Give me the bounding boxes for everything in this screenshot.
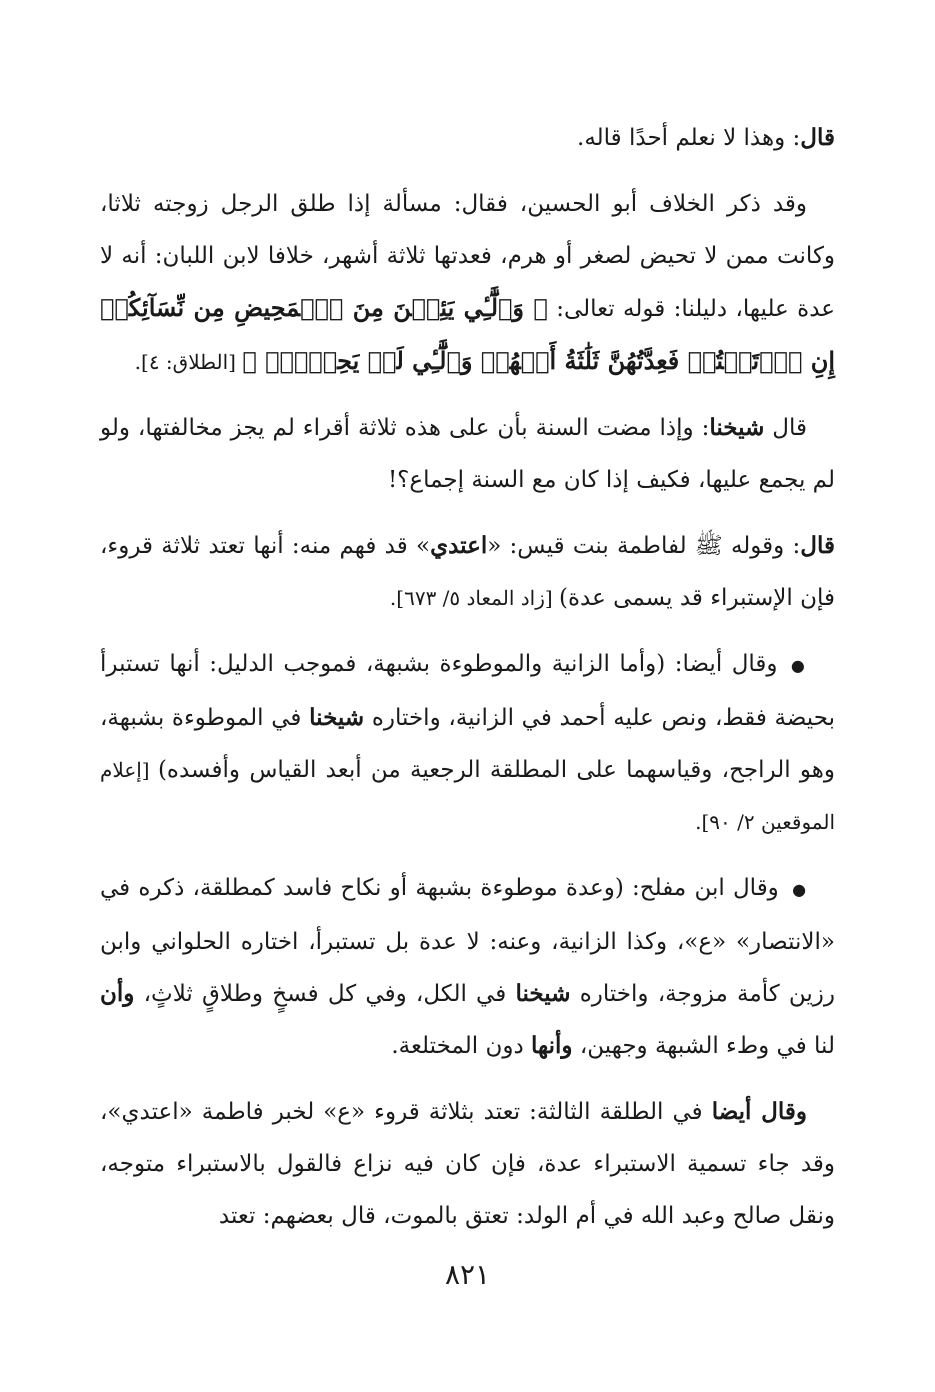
paragraph-4-lead: قال: [800, 532, 836, 559]
paragraph-7-text: في الطلقة الثالثة: تعتد بثلاثة قروء «ع» لخبر فاطمة «اعتدي»، وقد جاء تسمية الاستبراء عدة، فإن كان فيه نزاع فالقول بالاستبراء متوجه، ونقل صالح وعبد الله في أم الولد: تعتق بالموت، قال بعضهم: تعتد: [100, 1099, 835, 1229]
bullet-icon: ●: [790, 656, 807, 675]
paragraph-6-bold3: وأنها: [531, 1032, 573, 1059]
paragraph-4-text1: : وقوله ﷺ لفاطمة بنت قيس: «: [487, 533, 801, 559]
paragraph-7-bold: وقال أيضا: [711, 1098, 807, 1125]
quran-verse: ﴿ وَٱلَّٰٓـِٔي يَئِسۡنَ مِنَ ٱلۡمَحِيضِ مِن نِّسَآئِكُمۡ إِنِ ٱرۡتَبۡتُمۡ فَعِدَّتُهُنَّ ثَلَٰثَةُ أَشۡهُرٖ وَٱلَّٰٓـِٔي لَمۡ يَحِضۡنَۚ ﴾: [100, 293, 835, 375]
bullet-icon: ●: [792, 880, 807, 899]
paragraph-3: [100, 402, 835, 506]
paragraph-6-bold1: شيخنا: [515, 980, 571, 1007]
paragraph-6-text2: في الكل، وفي كل فسخٍ وطلاقٍ ثلاثٍ،: [134, 981, 516, 1007]
paragraph-6-text3: لنا في وطء الشبهة وجهين،: [572, 1033, 835, 1059]
paragraph-7: [100, 1086, 835, 1242]
paragraph-3-pre: قال: [764, 415, 807, 441]
paragraph-1-text: : وهذا لا نعلم أحدًا قاله.: [577, 125, 801, 151]
paragraph-3-bold: شيخنا: [709, 414, 765, 441]
paragraph-6-bold2: وأن: [100, 980, 135, 1007]
paragraph-4-bold: اعتدي: [430, 532, 488, 559]
quran-reference: [الطلاق: ٤].: [134, 350, 243, 374]
paragraph-2: [100, 178, 835, 388]
page-number: ٨٢١: [444, 1258, 491, 1291]
paragraph-3-text: : وإذا مضت السنة بأن على هذه ثلاثة أقراء لم يجز مخالفتها، ولو لم يجمع عليها، فكيف إذا كان مع السنة إجماع؟!: [100, 415, 835, 493]
paragraph-5-text2: في الموطوءة بشبهة، وهو الراجح، وقياسهما على المطلقة الرجعية من أبعد القياس وأفسده): [100, 705, 835, 783]
paragraph-5-reference: [إعلام الموقعين ٢/ ٩٠].: [100, 758, 835, 834]
paragraph-4-reference: [زاد المعاد ٥/ ٦٧٣].: [389, 586, 560, 610]
paragraph-2-text: وقد ذكر الخلاف أبو الحسين، فقال: مسألة إذا طلق الرجل زوجته ثلاثا، وكانت ممن لا تحيض لصغر أو هرم، فعدتها ثلاثة أشهر، خلافا لابن اللبان: أنه لا عدة عليها، دليلنا: قوله تعالى:: [100, 191, 835, 322]
paragraph-5-bold: شيخنا: [309, 704, 365, 731]
paragraph-1-lead: قال: [800, 124, 835, 151]
paragraph-4: [100, 520, 835, 624]
paragraph-6: [100, 862, 835, 1072]
page-body: [100, 112, 835, 1256]
paragraph-4-text2: » قد فهم منه: أنها تعتد ثلاثة قروء، فإن الإستبراء قد يسمى عدة): [100, 533, 835, 611]
paragraph-6-text4: دون المختلعة.: [391, 1033, 532, 1059]
paragraph-5-text1: وقال أيضا: (وأما الزانية والموطوءة بشبهة، فموجب الدليل: أنها تستبرأ بحيضة فقط، ونص عليه أحمد في الزانية، واختاره: [100, 651, 835, 731]
paragraph-6-text1: وقال ابن مفلح: (وعدة موطوءة بشبهة أو نكاح فاسد كمطلقة، ذكره في «الانتصار» «ع»، وكذا الزانية، وعنه: لا عدة بل تستبرأ، اختاره الحلواني وابن رزين كأمة مزوجة، واختاره: [100, 875, 835, 1007]
paragraph-1: [100, 112, 835, 164]
paragraph-5: [100, 638, 835, 848]
